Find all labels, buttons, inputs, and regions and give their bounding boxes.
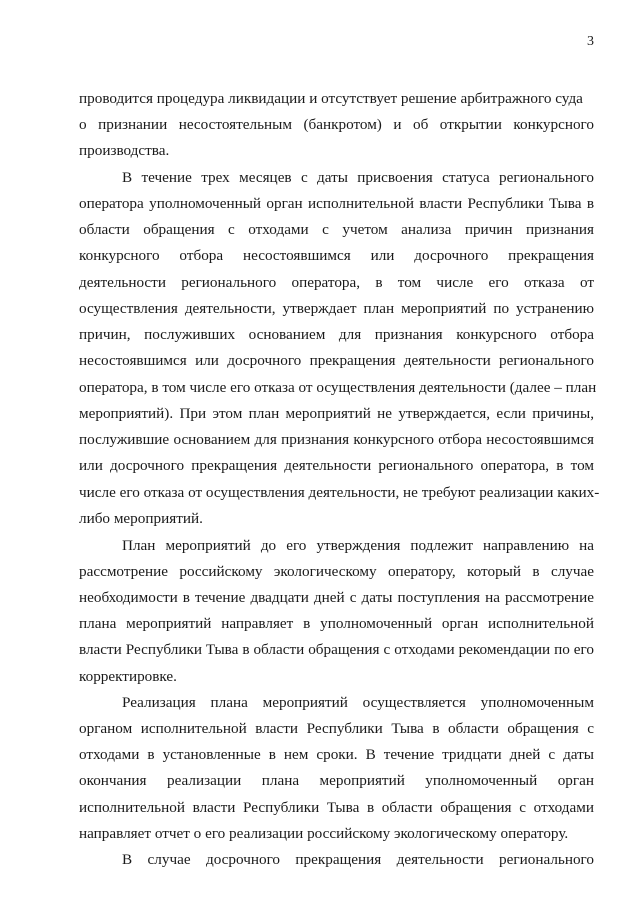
text-line: числе его отказа от осуществления деятельности, не требуют реализации каких- [79,484,600,501]
text-line: оператора, в том числе его отказа от осуществления деятельности (далее – план [79,379,597,396]
text-line: В случае досрочного прекращения деятельности регионального [122,851,594,868]
text-line: власти Республики Тыва в области обращения с отходами рекомендации по его [79,641,594,658]
text-line: окончания реализации плана мероприятий уполномоченный орган [79,772,594,789]
text-line: исполнительной власти Республики Тыва в области обращения с отходами [79,799,594,816]
text-line: области обращения с отходами с учетом анализа причин признания [79,221,594,238]
text-line: или досрочного прекращения деятельности регионального оператора, в том [79,457,594,474]
text-line: конкурсного отбора несостоявшимся или досрочного прекращения [79,247,594,264]
page-number: 3 [587,34,594,49]
text-line: Реализация плана мероприятий осуществляется уполномоченным [122,694,594,711]
text-line: о признании несостоятельным (банкротом) и об открытии конкурсного [79,116,594,133]
text-line: послужившие основанием для признания конкурсного отбора несостоявшимся [79,431,594,448]
text-line: оператора уполномоченный орган исполнительной власти Республики Тыва в [79,195,594,212]
text-line: мероприятий). При этом план мероприятий не утверждается, если причины, [79,405,594,422]
text-line: осуществления деятельности, утверждает план мероприятий по устранению [79,300,594,317]
text-line: проводится процедура ликвидации и отсутствует решение арбитражного суда [79,90,583,107]
text-line: рассмотрение российскому экологическому оператору, который в случае [79,563,594,580]
text-line: органом исполнительной власти Республики Тыва в области обращения с [79,720,594,737]
text-line: плана мероприятий направляет в уполномоченный орган исполнительной [79,615,594,632]
text-line: отходами в установленные в нем сроки. В течение тридцати дней с даты [79,746,594,763]
text-line: производства. [79,142,170,159]
text-line: направляет отчет о его реализации российскому экологическому оператору. [79,825,569,842]
text-line: деятельности регионального оператора, в том числе его отказа от [79,274,594,291]
text-line: либо мероприятий. [79,510,203,527]
text-line: корректировке. [79,668,177,685]
text-line: В течение трех месяцев с даты присвоения статуса регионального [122,169,594,186]
text-line: несостоявшимся или досрочного прекращения деятельности регионального [79,352,594,369]
text-line: необходимости в течение двадцати дней с даты поступления на рассмотрение [79,589,594,606]
text-line: План мероприятий до его утверждения подлежит направлению на [122,537,594,554]
text-line: причин, послуживших основанием для признания конкурсного отбора [79,326,594,343]
